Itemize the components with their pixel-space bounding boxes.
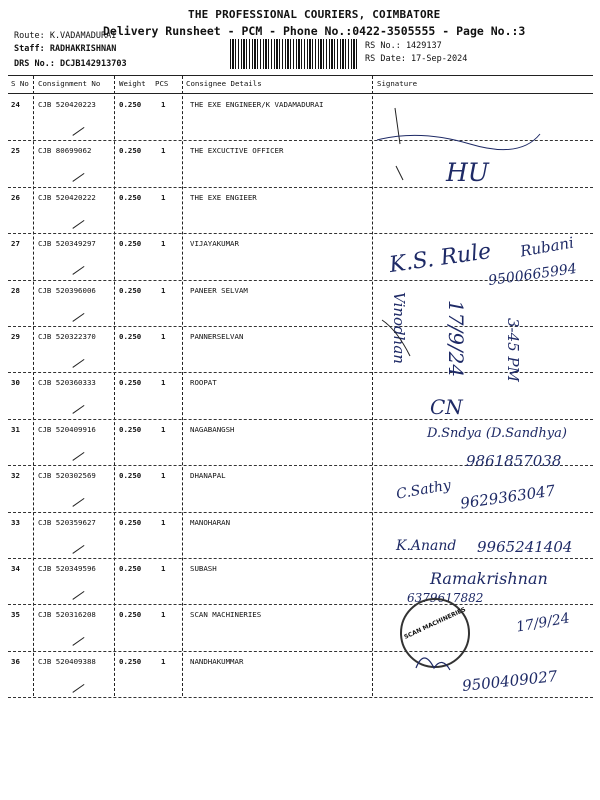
row-pcs: 1 <box>161 285 166 295</box>
rs-date: RS Date: 17-Sep-2024 <box>365 54 468 64</box>
handwriting-time-1: 3-45 PM <box>504 318 522 382</box>
row-consignment: CJB 520360333 <box>38 378 96 388</box>
signature-line <box>382 320 410 356</box>
row-consignment: CJB 520302569 <box>38 471 96 481</box>
handwriting-ks-rule: K.S. Rule <box>387 238 493 279</box>
row-pcs: 1 <box>161 424 166 434</box>
col-pcs: PCS <box>155 79 169 88</box>
row-pcs: 1 <box>161 192 166 202</box>
row-pcs: 1 <box>161 146 166 156</box>
company-title: THE PROFESSIONAL COURIERS, COIMBATORE <box>188 8 441 21</box>
row-sno: 26 <box>11 192 20 202</box>
handwriting-date-2: 17/9/24 <box>515 610 571 636</box>
row-weight: 0.250 <box>119 610 142 620</box>
row-pcs: 1 <box>161 517 166 527</box>
signature-line <box>416 658 450 670</box>
row-consignee: THE EXE ENGINEER/K VADAMADURAI <box>190 100 324 109</box>
row-consignee: SCAN MACHINERIES <box>190 610 262 620</box>
row-consignment: CJB 520316208 <box>38 610 96 620</box>
row-consignment: CJB 520409388 <box>38 656 96 666</box>
row-consignment: CJB 520420223 <box>38 100 96 109</box>
row-pcs: 1 <box>161 332 166 341</box>
row-weight: 0.250 <box>119 285 142 295</box>
col-weight: Weight <box>119 79 146 88</box>
col-consignment: Consignment No <box>38 79 101 88</box>
handwriting-phone-2: 9861857038 <box>466 452 562 470</box>
row-weight: 0.250 <box>119 192 142 202</box>
row-consignee: THE EXE ENGIEER <box>190 192 257 202</box>
row-weight: 0.250 <box>119 656 142 666</box>
row-sno: 25 <box>11 146 20 156</box>
row-consignment: CJB 520359627 <box>38 517 96 527</box>
row-sno: 27 <box>11 239 20 249</box>
handwriting-phone-6: 9500409027 <box>461 667 559 695</box>
handwriting-vinodhan: Vinodhan <box>390 292 408 364</box>
row-pcs: 1 <box>161 471 166 481</box>
handwriting-date-1: 17/9/24 <box>444 300 468 378</box>
row-sno: 29 <box>11 332 20 341</box>
row-weight: 0.250 <box>119 378 142 388</box>
row-consignee: ROOPAT <box>190 378 217 388</box>
row-consignment: CJB 520420222 <box>38 192 96 202</box>
stamp-text: SCAN MACHINERIES <box>403 606 467 641</box>
row-sno: 24 <box>11 100 20 109</box>
row-pcs: 1 <box>161 100 166 109</box>
row-sno: 34 <box>11 564 20 573</box>
handwriting-phone-1: 9500665994 <box>487 260 578 290</box>
rs-number: RS No.: 1429137 <box>365 41 442 51</box>
signature-line <box>377 134 540 150</box>
handwriting-phone-4: 9965241404 <box>477 538 573 556</box>
row-weight: 0.250 <box>119 146 142 156</box>
row-pcs: 1 <box>161 378 166 388</box>
col-consignee: Consignee Details <box>186 79 262 88</box>
row-sno: 35 <box>11 610 20 620</box>
row-consignment: CJB 520322370 <box>38 332 96 341</box>
row-weight: 0.250 <box>119 564 142 573</box>
row-sno: 31 <box>11 424 20 434</box>
handwriting-phone-5: 6379617882 <box>407 591 484 605</box>
row-consignee: SUBASH <box>190 564 217 573</box>
row-consignee: THE EXCUCTIVE OFFICER <box>190 146 284 156</box>
row-sno: 32 <box>11 471 20 481</box>
drs-number: DRS No.: DCJB142913703 <box>14 59 127 69</box>
row-consignment: CJB 520349297 <box>38 239 96 249</box>
handwriting-csathy: C.Sathy <box>395 477 453 503</box>
handwriting-phone-3: 9629363047 <box>459 481 557 513</box>
col-signature: Signature <box>377 79 418 88</box>
row-weight: 0.250 <box>119 100 142 109</box>
row-consignment: CJB 520349596 <box>38 564 96 573</box>
row-sno: 28 <box>11 285 20 295</box>
row-consignment: CJB 520409916 <box>38 424 96 434</box>
row-weight: 0.250 <box>119 239 142 249</box>
handwriting-cn: CN <box>430 395 463 419</box>
handwriting-rubani: Rubani <box>518 233 576 261</box>
row-consignee: PANEER SELVAM <box>190 285 248 295</box>
row-weight: 0.250 <box>119 424 142 434</box>
row-weight: 0.250 <box>119 471 142 481</box>
row-sno: 33 <box>11 517 20 527</box>
handwriting-hu: HU <box>446 158 489 187</box>
row-pcs: 1 <box>161 656 166 666</box>
route-label: Route: K.VADAMADURAI <box>14 31 117 41</box>
row-consignment: CJB 520396006 <box>38 285 96 295</box>
runsheet-title: Delivery Runsheet - PCM - Phone No.:0422-3505555 - Page No.:3 <box>103 24 526 38</box>
handwriting-k-anand: K.Anand <box>396 538 457 554</box>
row-pcs: 1 <box>161 239 166 249</box>
signature-line <box>395 108 403 180</box>
row-weight: 0.250 <box>119 517 142 527</box>
row-consignee: NANDHAKUMMAR <box>190 656 244 666</box>
row-sno: 36 <box>11 656 20 666</box>
row-consignee: VIJAYAKUMAR <box>190 239 239 249</box>
row-consignee: DHANAPAL <box>190 471 226 481</box>
row-consignee: NAGABANGSH <box>190 424 235 434</box>
handwriting-ramakrishnan: Ramakrishnan <box>430 569 548 588</box>
col-sno: S No <box>11 79 29 88</box>
handwriting-dsandhya: D.Sndya (D.Sandhya) <box>427 426 567 441</box>
row-pcs: 1 <box>161 610 166 620</box>
row-consignee: PANNERSELVAN <box>190 332 244 341</box>
row-consignment: CJB 80699062 <box>38 146 92 156</box>
staff-label: Staff: RADHAKRISHNAN <box>14 44 117 54</box>
row-pcs: 1 <box>161 564 166 573</box>
row-consignee: MANOHARAN <box>190 517 231 527</box>
row-sno: 30 <box>11 378 20 388</box>
row-weight: 0.250 <box>119 332 142 341</box>
